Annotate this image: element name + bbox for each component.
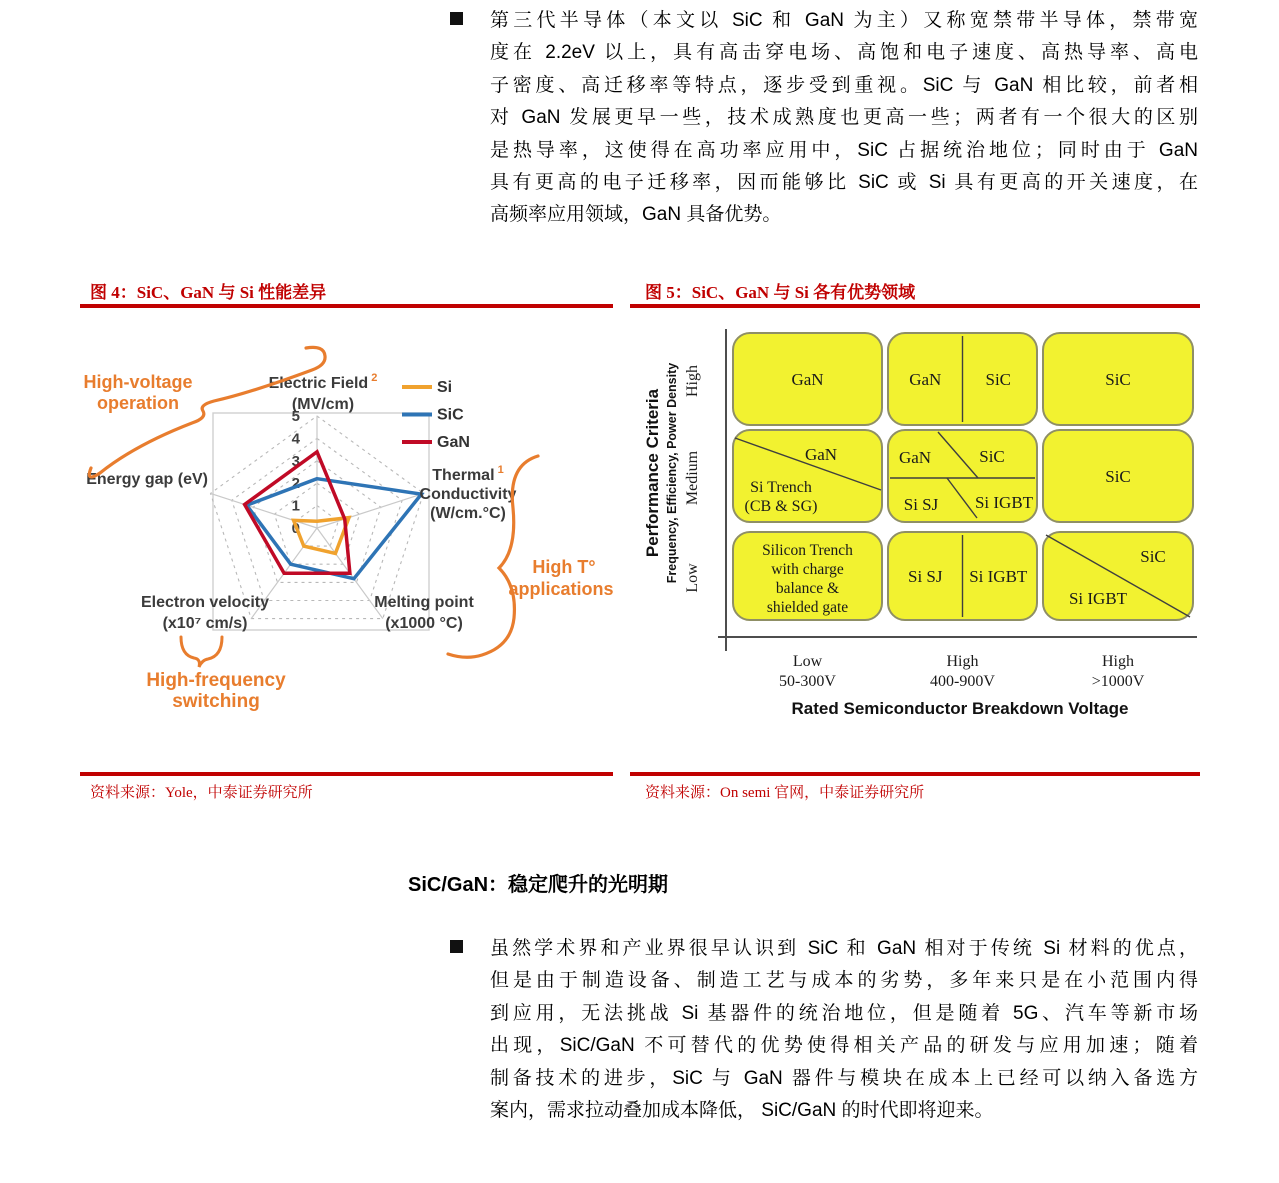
legend-label-GaN: GaN xyxy=(437,434,470,451)
annotation-high-t-label: applications xyxy=(508,579,614,599)
annotation-high-voltage-label: operation xyxy=(96,393,180,413)
y-tick-label: High xyxy=(684,365,701,397)
x-tick-label: >1000V xyxy=(1091,673,1145,690)
cell-label: GaN xyxy=(898,448,932,467)
y-tick-label: Medium xyxy=(684,450,701,506)
cell-label: SiC xyxy=(1105,467,1131,486)
paragraph-line: 案内，需求拉动叠加成本降低， SiC/GaN 的时代即将迎来。 xyxy=(490,1100,994,1122)
paragraph-line: 但是由于制造设备、制造工艺与成本的劣势，多年来只是在小范围内得 xyxy=(490,970,1198,992)
legend-label-SiC: SiC xyxy=(437,406,464,424)
paragraph-line: 到应用，无法挑战 Si 基器件的统治地位，但是随着 5G、汽车等新市场 xyxy=(490,1002,1198,1024)
annotation-high-frequency-brace xyxy=(181,637,222,667)
cell-label: with charge xyxy=(771,561,844,578)
paragraph-2-text xyxy=(490,933,1198,1127)
radar-axis-label: Melting point xyxy=(374,594,474,611)
fig4-chart xyxy=(80,315,625,745)
paragraph-line: 具有更高的电子迁移率，因而能够比 SiC 或 Si 具有更高的开关速度，在 xyxy=(490,172,1198,194)
x-tick-label: 400-900V xyxy=(930,673,995,690)
paragraph-1-text xyxy=(490,5,1198,232)
paragraph-line: 高频率应用领域，GaN 具备优势。 xyxy=(490,204,782,226)
cell-label: shielded gate xyxy=(766,599,849,616)
section-heading: SiC/GaN：稳定爬升的光明期 xyxy=(408,874,669,896)
radar-axis-label: Energy gap (eV) xyxy=(86,471,208,488)
cell-label: Si SJ xyxy=(908,567,943,586)
paragraph-line: 对 GaN 发展更早一些，技术成熟度也更高一些；两者有一个很大的区别 xyxy=(490,107,1198,129)
annotation-high-frequency-label: switching xyxy=(172,691,260,712)
paragraph-line: 第三代半导体（本文以 SiC 和 GaN 为主）又称宽禁带半导体，禁带宽 xyxy=(490,10,1198,31)
radar-axis-label: (x10⁷ cm/s) xyxy=(162,615,248,632)
fig4-source: 资料来源：Yole，中泰证券研究所 xyxy=(90,785,313,801)
cell-label: GaN xyxy=(804,445,838,464)
fig4-source-rule xyxy=(80,772,613,776)
paragraph-line: 虽然学术界和产业界很早认识到 SiC 和 GaN 相对于传统 Si 材料的优点， xyxy=(490,938,1198,959)
x-tick-label: Low xyxy=(792,653,823,670)
radar-tick-label: 2 xyxy=(291,475,300,493)
cell-label: SiC xyxy=(1105,370,1131,389)
cell-label: Si Trench xyxy=(750,479,812,496)
radar-axis-label: (W/cm.°C) xyxy=(430,505,506,522)
cell-label: SiC xyxy=(1140,547,1166,566)
paragraph-line: 制备技术的进步，SiC 与 GaN 器件与模块在成本上已经可以纳入备选方 xyxy=(490,1067,1198,1089)
fig5-panel xyxy=(630,278,1200,808)
annotation-high-t-label: High T° xyxy=(532,557,596,577)
radar-tick-label: 3 xyxy=(291,452,300,470)
paragraph-line: 度在 2.2eV 以上，具有高击穿电场、高饱和电子速度、高热导率、高电 xyxy=(490,42,1198,64)
cell-label: Si IGBT xyxy=(1068,589,1128,608)
radar-tick-label: 5 xyxy=(291,408,300,425)
x-tick-label: High xyxy=(946,653,979,670)
cell-label: Si IGBT xyxy=(969,567,1028,586)
cell-label: balance & xyxy=(775,580,840,597)
radar-axis-label: Conductivity xyxy=(419,486,517,503)
cell-label: GaN xyxy=(791,370,824,389)
cell-label: SiC xyxy=(979,447,1005,466)
fig4-title: 图 4：SiC、GaN 与 Si 性能差异 xyxy=(90,283,327,302)
radar-axis-label: (MV/cm) xyxy=(291,396,355,413)
y-axis-subtitle: Frequency, Efficiency, Power Density xyxy=(665,362,679,584)
fig4-panel xyxy=(80,278,613,808)
radar-tick-label: 4 xyxy=(291,430,300,448)
fig5-source-rule xyxy=(630,772,1200,776)
bullet-square-icon xyxy=(450,12,463,25)
paragraph-line: 子密度、高迁移率等特点，逐步受到重视。SiC 与 GaN 相比较，前者相 xyxy=(490,74,1198,96)
fig4-title-rule xyxy=(80,304,613,308)
paragraph-line: 是热导率，这使得在高功率应用中，SiC 占据统治地位；同时由于 GaN xyxy=(490,139,1198,161)
radar-axis-label: Electron velocity xyxy=(140,594,270,611)
annotation-high-voltage-label: High-voltage xyxy=(83,372,193,392)
bullet-square-icon xyxy=(450,940,463,953)
fig5-source: 资料来源：On semi 官网，中泰证券研究所 xyxy=(645,785,925,801)
y-axis-title: Performance Criteria xyxy=(643,388,662,558)
fig5-title: 图 5：SiC、GaN 与 Si 各有优势领域 xyxy=(645,283,916,302)
cell-label: Si SJ xyxy=(903,495,939,514)
x-tick-label: High xyxy=(1102,653,1134,670)
cell-label: (CB & SG) xyxy=(744,498,818,515)
radar-axis-label: Electric Field $^2$ xyxy=(268,372,378,392)
cell-label: Si IGBT xyxy=(974,493,1034,512)
cell-label: SiC xyxy=(985,370,1012,389)
radar-tick-label: 1 xyxy=(291,497,300,515)
fig5-title-rule xyxy=(630,304,1200,308)
y-tick-label: Low xyxy=(684,563,701,593)
annotation-high-frequency-label: High-frequency xyxy=(146,670,286,691)
radar-tick-label: 0 xyxy=(291,520,300,537)
cell-label: GaN xyxy=(909,370,942,389)
paragraph-line: 出现，SiC/GaN 不可替代的优势使得相关产品的研发与应用加速；随着 xyxy=(490,1035,1198,1057)
radar-axis-label: (x1000 °C) xyxy=(385,615,463,632)
fig5-chart xyxy=(630,315,1200,745)
x-axis-title: Rated Semiconductor Breakdown Voltage xyxy=(791,699,1129,718)
legend-label-Si: Si xyxy=(437,379,453,396)
cell-label: Silicon Trench xyxy=(762,542,853,559)
x-tick-label: 50-300V xyxy=(779,673,836,690)
radar-axis-label: Thermal $^1$ xyxy=(432,464,504,484)
